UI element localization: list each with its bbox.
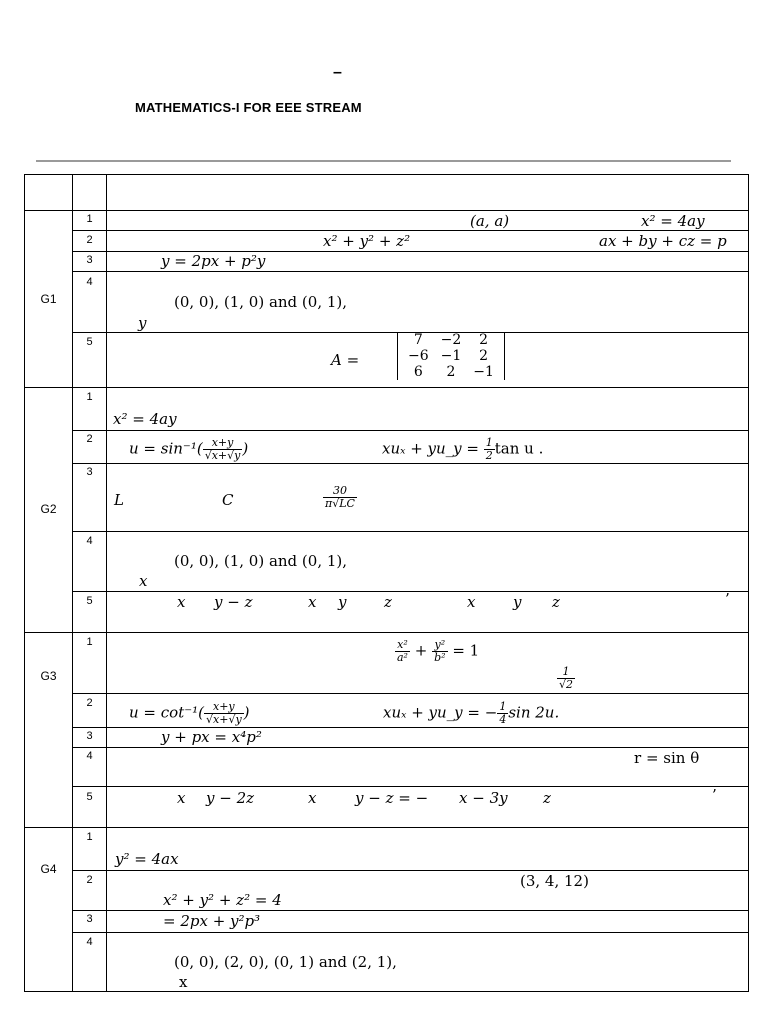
row-divider (72, 230, 748, 231)
matrix-cell: −1 (473, 364, 494, 380)
fraction (432, 639, 447, 664)
line-term: y − z = − (355, 789, 429, 807)
u-definition: u = sin⁻¹ (129, 439, 197, 458)
line-term: x (177, 789, 186, 807)
variable: y (138, 314, 147, 332)
row-divider (72, 870, 748, 871)
point-expression: (3, 4, 12) (520, 872, 589, 890)
column-divider (106, 175, 107, 991)
fraction-denominator: a² (397, 651, 408, 664)
region-points: (0, 0), (1, 0) and (0, 1), (174, 552, 348, 570)
row-divider (25, 632, 748, 633)
reciprocal-root-two (557, 666, 575, 691)
vector-term: x (308, 593, 317, 611)
result-lhs: xuₓ + yu_y = (382, 439, 479, 458)
euler-result (383, 701, 559, 726)
capacitance-symbol: C (222, 491, 234, 509)
result-lhs: xuₓ + yu_y = − (383, 703, 498, 722)
question-number: 4 (86, 750, 93, 762)
fraction-denominator: π√LC (325, 497, 355, 510)
differential-equation: y = 2px + p²y (161, 252, 266, 270)
row-divider (72, 910, 748, 911)
fraction-denominator: b² (434, 651, 446, 664)
question-number: 3 (86, 913, 93, 925)
trailing-comma: ’ (712, 786, 717, 804)
matrix-cell: −2 (440, 332, 462, 348)
matrix-label: A = (331, 351, 360, 369)
plane-equation: ax + by + cz = p (599, 232, 727, 250)
question-number: 5 (86, 336, 93, 348)
group-label-g2: G2 (40, 502, 57, 516)
matrix-cell: −1 (440, 348, 462, 364)
inverse-sine-expression: u = sin⁻¹( $\frac{x+y}{√x+√y}$ ) (129, 436, 249, 462)
question-number: 2 (86, 433, 93, 445)
row-divider (72, 430, 748, 431)
group-label-g4: G4 (40, 862, 57, 876)
fraction-numerator: x+y (204, 701, 244, 714)
curve-expression: x² = 4ay (641, 212, 705, 230)
header-dash: – (333, 64, 342, 81)
region-points: (0, 0), (2, 0), (0, 1) and (2, 1), (174, 953, 397, 971)
question-number: 5 (86, 791, 93, 803)
sum-of-squares: x² + y² + z² (323, 232, 411, 250)
row-divider (72, 271, 748, 272)
matrix-cell: 2 (479, 348, 489, 364)
polar-curve: r = sin θ (634, 749, 700, 767)
row-divider (72, 786, 748, 787)
matrix-a (397, 332, 505, 380)
fraction-denominator: 2 (485, 449, 493, 462)
euler-result (382, 437, 543, 462)
question-number: 3 (86, 466, 93, 478)
question-number: 3 (86, 254, 93, 266)
question-number: 3 (86, 730, 93, 742)
question-number: 4 (86, 276, 93, 288)
fraction-quarter (497, 701, 508, 726)
equals-one: = 1 (452, 641, 480, 660)
question-table (24, 174, 749, 992)
vector-term: x (467, 593, 476, 611)
matrix-cell: 6 (413, 364, 423, 380)
matrix-cell: 2 (479, 332, 489, 348)
vector-term: y − z (214, 593, 253, 611)
variable: x (179, 973, 188, 991)
group-label-g3: G3 (40, 669, 57, 683)
row-divider (72, 932, 748, 933)
row-divider (25, 387, 748, 388)
row-divider (72, 531, 748, 532)
line-term: z (543, 789, 551, 807)
u-definition: u = cot⁻¹ (129, 703, 199, 722)
question-number: 1 (86, 636, 93, 648)
fraction (395, 639, 410, 664)
question-number: 2 (86, 697, 93, 709)
line-term: y − 2z (206, 789, 255, 807)
fraction-numerator: 1 (485, 436, 493, 449)
row-divider (72, 693, 748, 694)
fraction (323, 485, 357, 510)
line-term: x (308, 789, 317, 807)
trailing-comma: ’ (725, 590, 730, 608)
column-divider (72, 175, 73, 991)
ellipse-equation (395, 639, 479, 664)
fraction-numerator: x+y (203, 437, 243, 450)
vector-term: y (513, 593, 522, 611)
result-tail: tan u . (494, 439, 544, 458)
fraction (204, 701, 244, 726)
curve-expression: x² = 4ay (113, 410, 177, 428)
row-divider (72, 747, 748, 748)
question-number: 2 (86, 234, 93, 246)
frequency-fraction (323, 485, 357, 510)
header-rule (36, 160, 731, 162)
differential-equation: = 2px + y²p³ (163, 912, 261, 930)
vector-term: z (552, 593, 560, 611)
vector-term: y (338, 593, 347, 611)
plus-sign: + (414, 641, 428, 660)
fraction-numerator: 1 (557, 666, 575, 679)
row-divider (72, 463, 748, 464)
matrix-cell: 2 (446, 364, 456, 380)
curve-expression: y² = 4ax (115, 850, 179, 868)
matrix-cell: 7 (413, 332, 423, 348)
question-number: 5 (86, 595, 93, 607)
fraction-denominator: √x+√y (204, 449, 241, 462)
vector-term: z (384, 593, 392, 611)
inductance-symbol: L (114, 491, 124, 509)
fraction-numerator: 1 (499, 700, 507, 713)
row-divider (72, 591, 748, 592)
inverse-cot-expression: u = cot⁻¹( $\frac{x+y}{√x+√y}$ ) (129, 700, 250, 726)
differential-equation: y + px = x⁴p² (161, 728, 262, 746)
question-number: 2 (86, 874, 93, 886)
group-label-g1: G1 (40, 292, 57, 306)
page-title: MATHEMATICS-I FOR EEE STREAM (135, 100, 362, 115)
fraction-numerator: 30 (323, 485, 357, 498)
question-number: 1 (86, 213, 93, 225)
result-tail: sin 2u. (508, 703, 560, 722)
vector-term: x (177, 593, 186, 611)
point-expression: (a, a) (470, 212, 510, 230)
row-divider (25, 210, 748, 211)
fraction-half (484, 437, 495, 462)
fraction (557, 666, 575, 691)
variable: x (139, 572, 148, 590)
region-points: (0, 0), (1, 0) and (0, 1), (174, 293, 348, 311)
question-number: 4 (86, 936, 93, 948)
fraction-numerator: x² (395, 639, 410, 652)
fraction-denominator: √x+√y (206, 713, 242, 726)
question-number: 1 (86, 391, 93, 403)
sphere-equation: x² + y² + z² = 4 (163, 891, 282, 909)
fraction-denominator: √2 (559, 678, 574, 691)
fraction-numerator: y² (432, 639, 447, 652)
row-divider (25, 827, 748, 828)
line-term: x − 3y (459, 789, 508, 807)
fraction-denominator: 4 (499, 713, 507, 726)
fraction (203, 437, 243, 462)
question-number: 1 (86, 831, 93, 843)
question-number: 4 (86, 535, 93, 547)
matrix-cell: −6 (408, 348, 429, 364)
